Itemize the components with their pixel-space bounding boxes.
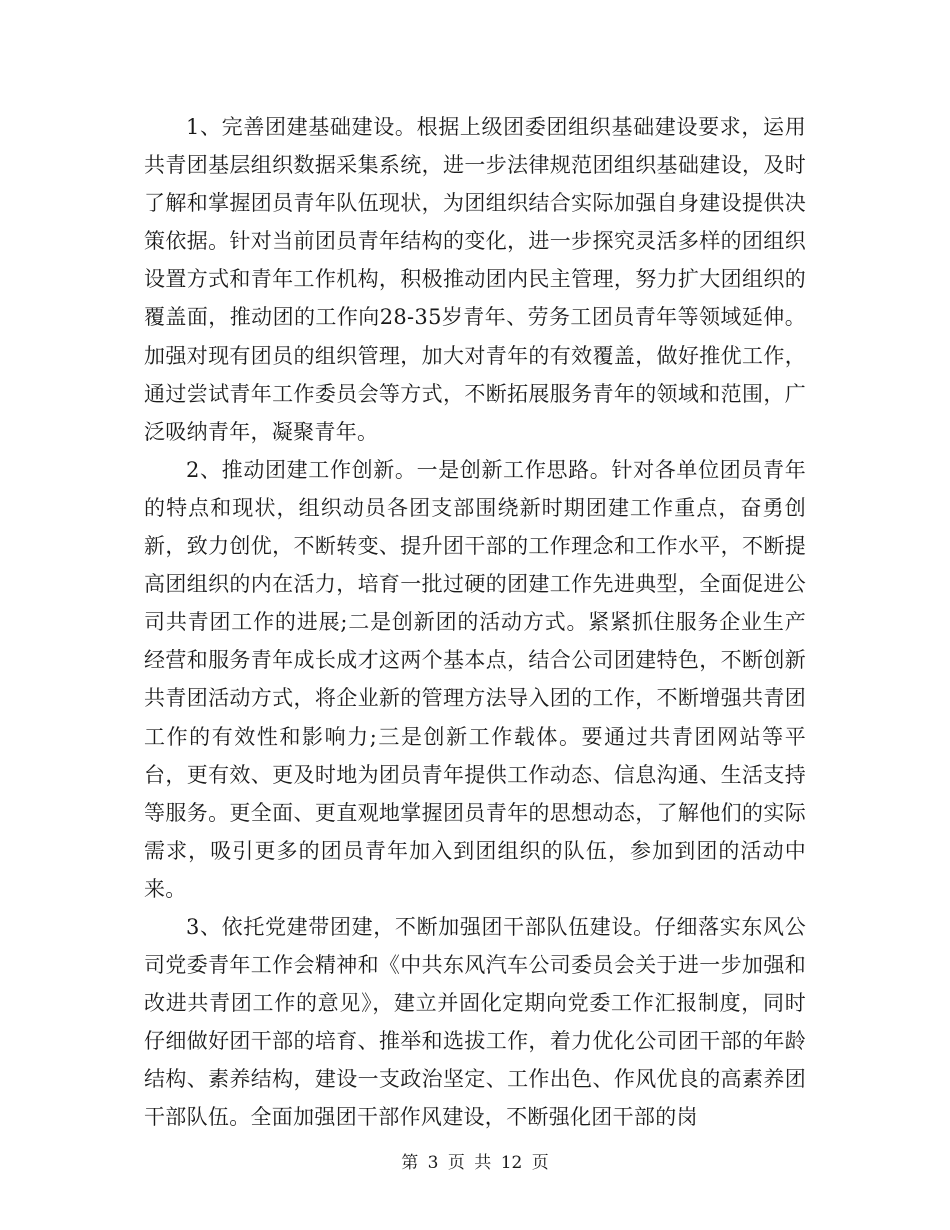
paragraph-1: 1、完善团建基础建设。根据上级团委团组织基础建设要求，运用共青团基层组织数据采集系统，进一步法律规范团组织基础建设，及时了解和掌握团员青年队伍现状，为团组织结合实际加强自身建设提供决策依据。针对当前团员青年结构的变化，进一步探究灵活多样的团组织设置方式和青年工作机构，积极推动团内民主管理，努力扩大团组织的覆盖面，推动团的工作向28-35岁青年、劳务工团员青年等领域延伸。加强对现有团员的组织管理，加大对青年的有效覆盖，做好推优工作，通过尝试青年工作委员会等方式，不断拓展服务青年的领域和范围，广泛吸纳青年，凝聚青年。 — [144, 115, 806, 444]
page-footer: 第 3 页 共 12 页 — [401, 1153, 549, 1173]
paragraph-2: 2、推动团建工作创新。一是创新工作思路。针对各单位团员青年的特点和现状，组织动员各团支部围绕新时期团建工作重点，奋勇创新，致力创优，不断转变、提升团干部的工作理念和工作水平，不断提高团组织的内在活力，培育一批过硬的团建工作先进典型，全面促进公司共青团工作的进展;二是创新团的活动方式。紧紧抓住服务企业生产经营和服务青年成长成才这两个基本点，结合公司团建特色，不断创新共青团活动方式，将企业新的管理方法导入团的工作，不断增强共青团工作的有效性和影响力;三是创新工作载体。要通过共青团网站等平台，更有效、更及时地为团员青年提供工作动态、信息沟通、生活支持等服务。更全面、更直观地掌握团员青年的思想动态，了解他们的实际需求，吸引更多的团员青年加入到团组织的队伍，参加到团的活动中来。 — [144, 457, 806, 901]
paragraph-3: 3、依托党建带团建，不断加强团干部队伍建设。仔细落实东风公司党委青年工作会精神和《中共东风汽车公司委员会关于进一步加强和改进共青团工作的意见》，建立并固化定期向党委工作汇报制度，同时仔细做好团干部的培育、推举和选拔工作，着力优化公司团干部的年龄结构、素养结构，建设一支政治坚定、工作出色、作风优良的高素养团干部队伍。全面加强团干部作风建设，不断强化团干部的岗 — [144, 914, 806, 1130]
document-body — [144, 108, 806, 1137]
